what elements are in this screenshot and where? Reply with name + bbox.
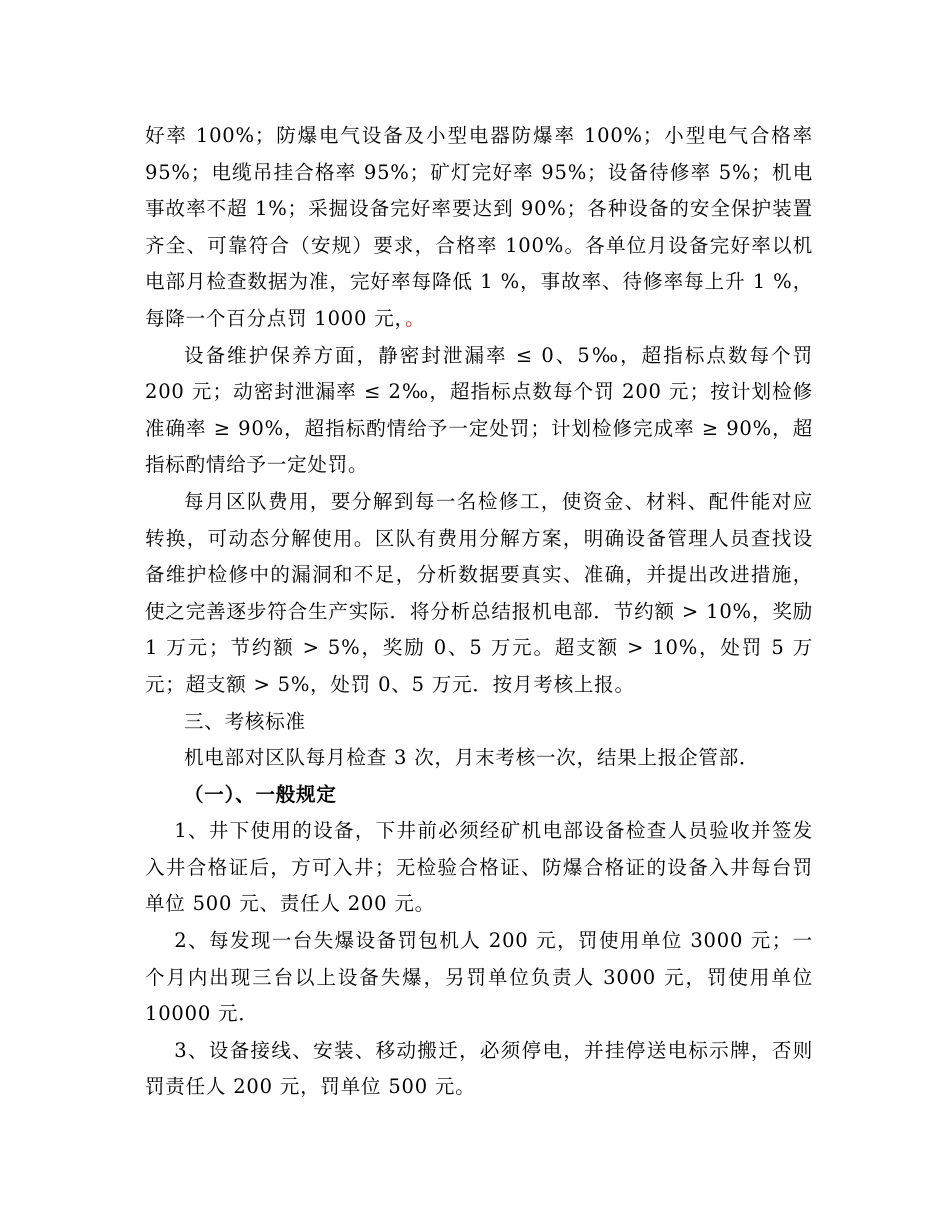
section-heading-assessment-standards: 三、考核标准 [184,709,306,733]
rule-item-1: 1、井下使用的设备，下井前必须经矿机电部设备检查人员验收并签发入井合格证后，方可入井；无检验合格证、防爆合格证的设备入井每台罚单位 500 元、责任人 200 元。 [145,819,813,916]
paragraph-equipment-rates [145,118,813,338]
document-body [145,118,813,1106]
red-punctuation-mark: 。 [405,306,426,330]
rule-item-3: 3、设备接线、安装、移动搬迁，必须停电，并挂停送电标示牌，否则罚责任人 200 元，罚单位 500 元。 [145,1038,813,1099]
rule-item-2: 2、每发现一台失爆设备罚包机人 200 元，罚使用单位 3000 元；一个月内出现三台以上设备失爆，另罚单位负责人 3000 元，罚使用单位 10000 元． [145,929,813,1026]
paragraph-inspection-schedule: 机电部对区队每月检查 3 次，月末考核一次，结果上报企管部． [184,746,760,770]
subsection-heading-general-rules: （一）、一般规定 [184,782,337,806]
paragraph-text: 好率 100%；防爆电气设备及小型电器防爆率 100%；小型电气合格率 95%；电缆吊挂合格率 95%；矿灯完好率 95%；设备待修率 5%；机电事故率不超 1%；采掘设备完好率要达到 90%；各种设备的安全保护装置齐全、可靠符合（安规）要求，合格率 100%。各单位月设备完好率以机电部月检查数据为准，完好率每降低 1 %，事故率、待修率每上升 1 %，每降一个百分点罚 1000 元， [145,124,813,330]
paragraph-maintenance: 设备维护保养方面，静密封泄漏率 ≤ 0、5‰，超指标点数每个罚 200 元；动密封泄漏率 ≤ 2‰，超指标点数每个罚 200 元；按计划检修准确率 ≥ 90%，超指标酌情给予一定处罚；计划检修完成率 ≥ 90%，超指标酌情给予一定处罚。 [145,343,813,477]
paragraph-team-costs: 每月区队费用，要分解到每一名检修工，使资金、材料、配件能对应转换，可动态分解使用。区队有费用分解方案，明确设备管理人员查找设备维护检修中的漏洞和不足，分析数据要真实、准确，并提出改进措施，使之完善逐步符合生产实际．将分析总结报机电部．节约额 > 10%，奖励 1 万元；节约额 > 5%，奖励 0、5 万元。超支额 > 10%，处罚 5 万元；超支额 > 5%，处罚 0、5 万元．按月考核上报。 [145,489,813,696]
